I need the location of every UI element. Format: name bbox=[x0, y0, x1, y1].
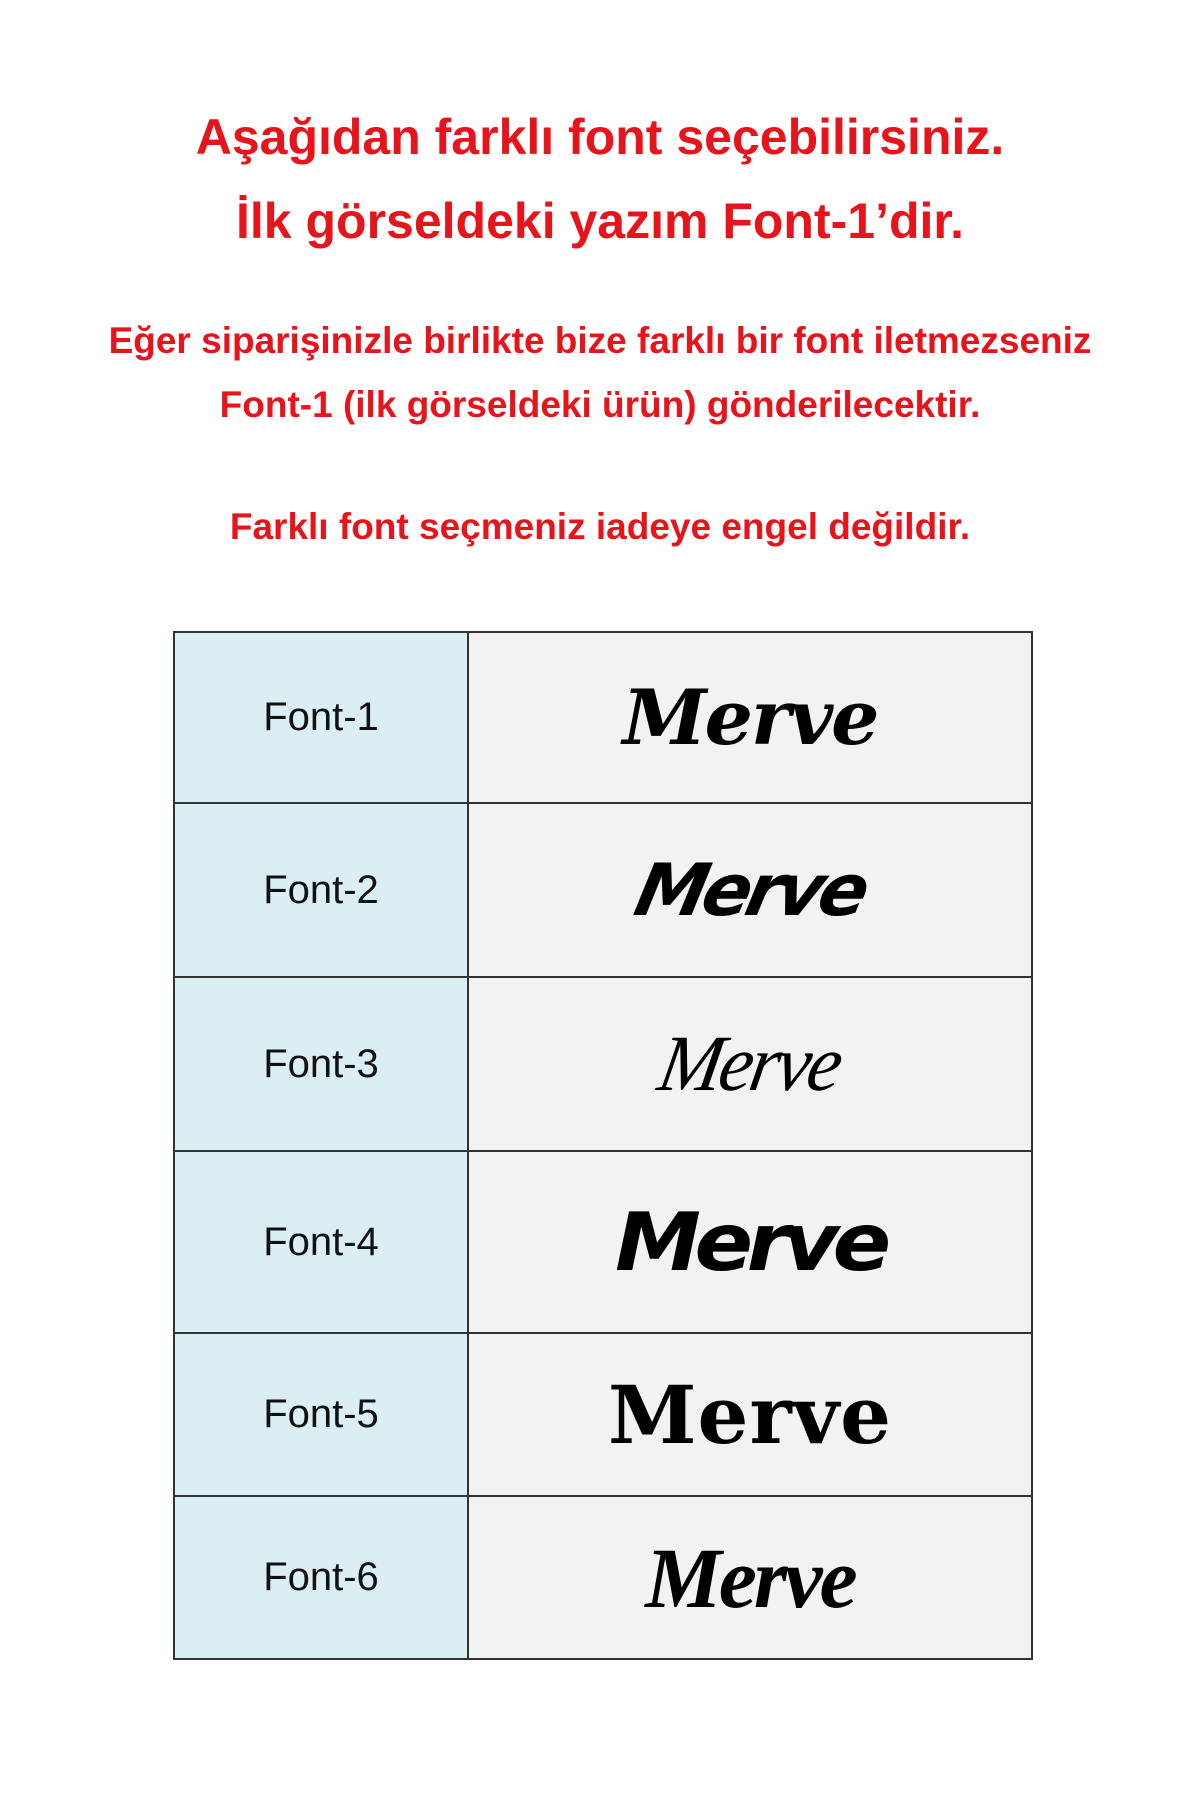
font-label: Font-3 bbox=[263, 1041, 379, 1086]
font-label-cell bbox=[174, 1496, 468, 1659]
font-label-cell bbox=[174, 803, 468, 977]
table-row bbox=[174, 1151, 1032, 1333]
font-label: Font-4 bbox=[263, 1219, 379, 1264]
font-sample-3: Merve bbox=[652, 1019, 848, 1108]
font-sample-cell bbox=[468, 1151, 1032, 1333]
font-label: Font-6 bbox=[263, 1555, 379, 1599]
font-sample-1: Merve bbox=[622, 673, 878, 762]
font-sample-6: Merve bbox=[645, 1529, 855, 1626]
font-sample-2: Merve bbox=[627, 848, 873, 932]
font-sample-cell bbox=[468, 1496, 1032, 1659]
font-sample-4: Merve bbox=[615, 1195, 885, 1289]
table-row bbox=[174, 803, 1032, 977]
table-row bbox=[174, 1333, 1032, 1496]
font-sample-cell bbox=[468, 977, 1032, 1151]
font-label: Font-1 bbox=[263, 695, 379, 739]
font-sample-cell bbox=[468, 803, 1032, 977]
table-row bbox=[174, 1496, 1032, 1659]
headline-font-choice: Aşağıdan farklı font seçebilirsiniz. bbox=[195, 109, 1005, 165]
font-options-table bbox=[173, 631, 1033, 1660]
return-notice: Farklı font seçmeniz iadeye engel değildir. bbox=[229, 506, 971, 547]
font-sample-cell bbox=[468, 1333, 1032, 1496]
table-row bbox=[174, 632, 1032, 803]
font-label-cell bbox=[174, 1151, 468, 1333]
notice-line-2: Font-1 (ilk görseldeki ürün) gönderilecektir. bbox=[219, 384, 981, 425]
font-label: Font-5 bbox=[263, 1392, 379, 1436]
font-sample-cell bbox=[468, 632, 1032, 803]
notice-line-1: Eğer siparişinizle birlikte bize farklı bir font iletmezseniz bbox=[108, 320, 1092, 361]
font-label-cell bbox=[174, 977, 468, 1151]
font-sample-5: Merve bbox=[608, 1367, 892, 1462]
font-label-cell bbox=[174, 1333, 468, 1496]
headline-default-font: İlk görseldeki yazım Font-1’dir. bbox=[236, 193, 964, 249]
table-row bbox=[174, 977, 1032, 1151]
font-label: Font-2 bbox=[263, 867, 379, 912]
font-label-cell bbox=[174, 632, 468, 803]
